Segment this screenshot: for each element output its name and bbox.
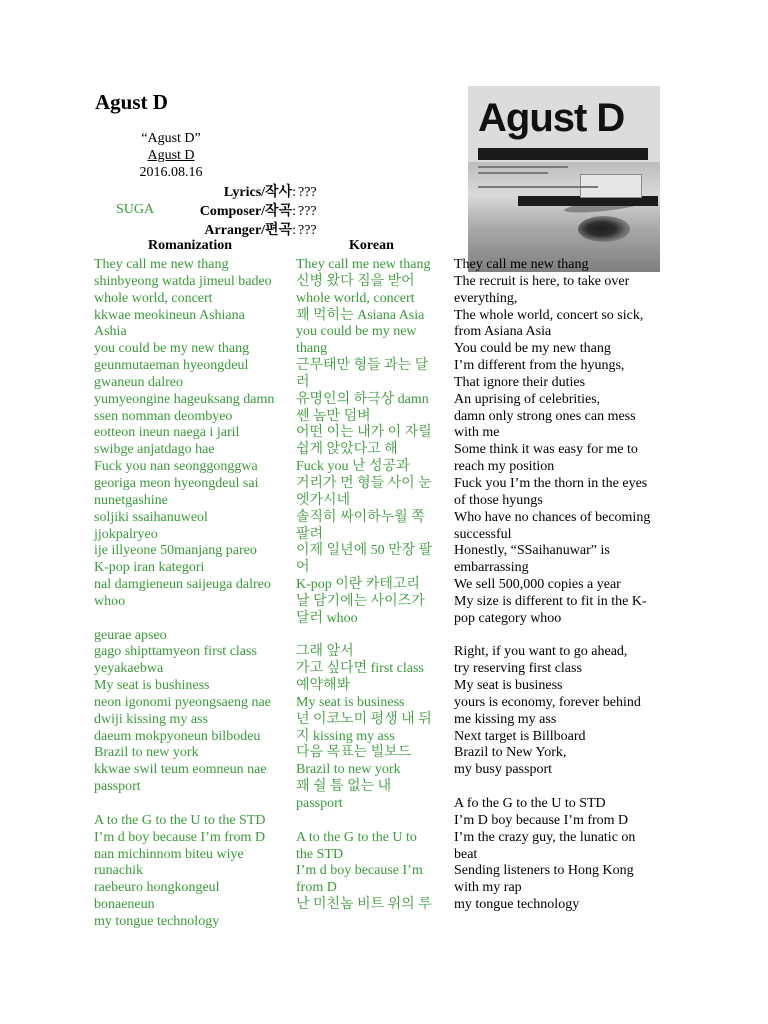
lyric-line: geurae apseo (94, 627, 167, 643)
lyric-line: An uprising of celebrities, (454, 391, 601, 407)
lyric-line: kkwae swil teum eomneun nae (94, 762, 267, 778)
lyric-line: 어 (296, 560, 310, 576)
lyric-line: That ignore their duties (454, 374, 586, 390)
credit-label: Arranger/편곡 (204, 223, 293, 238)
lyric-line: Fuck you I’m the thorn in the eyes (454, 475, 648, 491)
lyric-line: Fuck you 난 성공과 (296, 459, 410, 475)
lyric-line: A to the G to the U to (296, 829, 417, 845)
romanization-column (94, 257, 294, 931)
lyric-line: whoo (94, 593, 126, 609)
lyric-line: K-pop 이란 카테고리 (296, 577, 420, 593)
lyric-line: 꽤 먹히는 Asiana Asia (296, 307, 425, 323)
cover-eye (578, 216, 630, 242)
lyric-line: raebeuro hongkongeul (94, 880, 220, 896)
credit-row-composer: Composer/작곡: ??? (199, 204, 317, 219)
lyric-line: georiga meon hyeongdeul sai (94, 475, 259, 491)
song-name: “Agust D” (141, 131, 201, 146)
lyric-line: embarrassing (454, 560, 529, 576)
lyric-line: from Asiana Asia (454, 324, 552, 340)
lyric-line: pop category whoo (454, 610, 562, 626)
lyric-line: eotteon ineun naega i jaril (94, 425, 240, 441)
cover-title: Agust D (478, 96, 625, 140)
release-date: 2016.08.16 (139, 165, 203, 180)
lyric-line: 예약해봐 (296, 678, 351, 694)
album-cover-image (468, 86, 660, 272)
lyric-line: 이제 일년에 50 만장 팔 (296, 543, 433, 559)
lyric-line: They call me new thang (94, 257, 229, 272)
lyric-line: me kissing my ass (454, 711, 557, 727)
lyric-line: soljiki ssaihanuweol (94, 509, 208, 525)
lyric-line: 거리가 먼 형들 사이 눈 (296, 475, 432, 491)
lyric-line: gwaneun dalreo (94, 374, 184, 390)
lyric-line: kkwae meokineun Ashiana (94, 307, 245, 323)
lyric-line: 유명인의 하극상 damn (296, 391, 429, 407)
lyric-line: 신병 왔다 짐을 받어 (296, 273, 415, 289)
cover-strip (478, 148, 648, 160)
lyric-line: We sell 500,000 copies a year (454, 577, 621, 593)
lyric-line (454, 628, 676, 645)
lyric-line: with my rap (454, 880, 522, 896)
lyric-line: I’m d boy because I’m from D (94, 829, 266, 845)
lyric-line (94, 611, 294, 628)
credit-value: ??? (298, 204, 317, 219)
performer-name: SUGA (116, 202, 155, 217)
lyric-line: Honestly, “SSaihanuwar” is (454, 543, 610, 559)
lyric-line: I’m different from the hyungs, (454, 358, 625, 374)
lyric-line: reach my position (454, 459, 555, 475)
lyric-line: swibge anjatdago hae (94, 442, 215, 458)
lyric-line: My seat is bushiness (94, 678, 210, 694)
lyric-line: My seat is business (454, 678, 563, 694)
korean-column (296, 257, 452, 914)
lyric-line: 달러 whoo (296, 610, 358, 626)
lyric-line: nal damgieneun saijeuga dalreo (94, 577, 271, 593)
cover-fine-line (478, 186, 598, 188)
lyric-line: Some think it was easy for me to (454, 442, 638, 458)
lyric-line: 가고 싶다면 first class (296, 661, 424, 677)
lyric-line (94, 796, 294, 813)
lyric-line: Right, if you want to go ahead, (454, 644, 628, 660)
lyric-line: I’m D boy because I’m from D (454, 812, 629, 828)
lyric-line: The recruit is here, to take over (454, 273, 630, 289)
lyric-line (296, 813, 452, 830)
lyric-line: passport (296, 796, 343, 811)
lyric-line: 넌 이코노미 평생 내 뒤 (296, 711, 432, 727)
lyric-line: 난 미친놈 비트 위의 루 (296, 897, 432, 913)
lyric-line: 엣가시네 (296, 492, 351, 508)
lyric-line: of those hyungs (454, 492, 543, 508)
lyric-line: They call me new thang (296, 257, 431, 272)
lyric-line: 다음 목표는 빌보드 (296, 745, 412, 761)
lyric-line: you could be my new (296, 324, 417, 340)
lyric-line: 쎈 놈만 덤벼 (296, 408, 371, 424)
credits (96, 183, 396, 240)
lyric-line: Ashia (94, 324, 127, 340)
lyric-line: geunmutaeman hyeongdeul (94, 358, 249, 374)
lyric-line: They call me new thang (454, 257, 589, 272)
lyric-line: 그래 앞서 (296, 644, 354, 660)
lyric-line: bonaeneun (94, 897, 155, 913)
lyric-line: everything, (454, 290, 518, 306)
artist-link[interactable]: Agust D (147, 148, 195, 163)
credit-label: Lyrics/작사 (223, 185, 293, 200)
lyric-line: Sending listeners to Hong Kong (454, 863, 634, 879)
cover-fine-line (478, 166, 568, 168)
lyric-line: passport (94, 779, 141, 795)
lyric-line: my busy passport (454, 762, 552, 778)
lyric-line: Brazil to new york (94, 745, 199, 761)
credit-value: ??? (298, 223, 317, 238)
lyric-line: I’m d boy because I’m (296, 863, 423, 879)
lyric-line: 러 (296, 374, 310, 390)
lyric-line: thang (296, 341, 328, 357)
lyric-line: 어떤 이는 내가 이 자릴 (296, 425, 432, 441)
lyric-line: you could be my new thang (94, 341, 250, 357)
lyric-line: whole world, concert (94, 290, 213, 306)
lyric-line: yumyeongine hageuksang damn (94, 391, 275, 407)
lyric-line: ssen nomman deombyeo (94, 408, 233, 424)
lyric-line: whole world, concert (296, 290, 415, 306)
lyric-line: runachik (94, 863, 143, 879)
credit-row-lyrics: Lyrics/작사: ??? (223, 185, 317, 200)
lyric-line: Brazil to New York, (454, 745, 567, 761)
lyric-line: nunetgashine (94, 492, 168, 508)
lyric-line: jjokpalryeo (94, 526, 158, 542)
page-title: Agust D (95, 90, 168, 114)
lyric-line: my tongue technology (94, 913, 220, 929)
lyric-line: Who have no chances of becoming (454, 509, 651, 525)
lyric-line: The whole world, concert so sick, (454, 307, 644, 323)
credit-value: ??? (298, 185, 317, 200)
lyric-line: 날 담기에는 사이즈가 (296, 593, 425, 609)
lyric-line: try reserving first class (454, 661, 582, 677)
lyric-line: Next target is Billboard (454, 728, 586, 744)
lyric-line: 쉽게 앉았다고 해 (296, 442, 398, 458)
lyric-line: 지 kissing my ass (296, 728, 395, 744)
cover-fine-line (478, 172, 548, 174)
lyric-line: 근무태만 형들 과는 달 (296, 358, 429, 374)
lyric-line: my tongue technology (454, 897, 580, 913)
lyric-line: Brazil to new york (296, 762, 401, 778)
lyric-line: successful (454, 526, 512, 542)
lyric-line: 팔려 (296, 526, 324, 542)
lyric-line (454, 779, 676, 796)
lyric-line: dwiji kissing my ass (94, 711, 208, 727)
lyric-line: ije illyeone 50manjang pareo (94, 543, 257, 559)
lyric-line: A fo the G to the U to STD (454, 796, 606, 811)
song-info (96, 130, 246, 181)
lyric-line: K-pop iran kategori (94, 560, 205, 576)
english-column (454, 257, 676, 914)
credit-label: Composer/작곡 (199, 204, 293, 219)
lyric-line: yours is economy, forever behind (454, 694, 641, 710)
lyric-line: neon igonomi pyeongsaeng nae (94, 694, 271, 710)
lyric-line: A to the G to the U to the STD (94, 812, 266, 828)
romanization-header: Romanization (148, 238, 232, 253)
lyric-line: yeyakaebwa (94, 661, 164, 677)
lyric-line: shinbyeong watda jimeul badeo (94, 273, 272, 289)
lyric-line: 솔직히 싸이하누월 쪽 (296, 509, 425, 525)
credit-row-arranger: Arranger/편곡: ??? (204, 223, 317, 238)
lyric-line: from D (296, 880, 337, 896)
lyric-line: gago shipttamyeon first class (94, 644, 257, 660)
lyric-line: You could be my new thang (454, 341, 611, 357)
lyric-line: 꽤 쉴 틈 없는 내 (296, 779, 392, 795)
lyric-line: the STD (296, 846, 344, 862)
lyric-line: I’m the crazy guy, the lunatic on (454, 829, 636, 845)
lyric-line: Fuck you nan seonggonggwa (94, 459, 258, 475)
lyric-line: daeum mokpyoneun bilbodeu (94, 728, 261, 744)
lyric-line: damn only strong ones can mess (454, 408, 636, 424)
korean-header: Korean (349, 238, 394, 253)
lyric-line: beat (454, 846, 478, 862)
lyric-line: My seat is business (296, 694, 405, 710)
lyric-line: My size is different to fit in the K- (454, 593, 647, 609)
lyric-line: nan michinnom biteu wiye (94, 846, 244, 862)
lyric-line: with me (454, 425, 500, 441)
lyric-line (296, 628, 452, 645)
